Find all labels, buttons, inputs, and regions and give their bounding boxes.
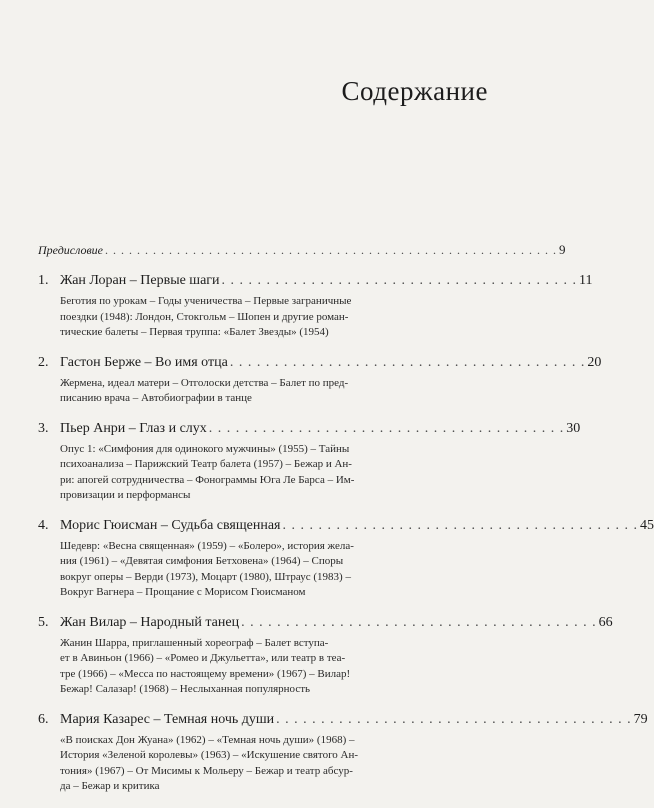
toc-chapter-4 xyxy=(38,517,654,601)
summary-line: Шедевр: «Весна священная» (1959) – «Болеро», история жела- xyxy=(60,539,354,552)
summary-line: Бежар! Салазар! (1968) – Неслыханная популярность xyxy=(60,683,311,695)
chapter-page: 45 xyxy=(640,517,654,533)
summary-line: ет в Авиньон (1966) – «Ромео и Джульетта», или театр в теа- xyxy=(60,652,346,664)
summary-line: да – Бежар и критика xyxy=(60,780,160,792)
summary-line: писанию врача – Автобиографии в танце xyxy=(60,392,252,404)
summary-line: Жанин Шарра, приглашенный хореограф – Балет вступа- xyxy=(60,636,329,649)
preface-page: 9 xyxy=(559,242,566,257)
chapter-summary xyxy=(60,539,396,601)
summary-line: ри: апогей сотрудничества – Фонограммы Юга Ле Барса – Им- xyxy=(60,473,355,486)
chapter-page: 79 xyxy=(633,711,648,727)
preface-label: Предисловие xyxy=(38,243,104,257)
chapter-number: 2. xyxy=(38,354,49,370)
chapter-page: 66 xyxy=(598,614,613,630)
chapter-title: Мария Казарес – Темная ночь души xyxy=(60,711,275,727)
toc-chapter-5 xyxy=(38,614,613,698)
summary-line: провизации и перформансы xyxy=(60,489,191,501)
chapter-page: 30 xyxy=(566,420,581,436)
chapter-number: 1. xyxy=(38,273,49,288)
table-of-contents xyxy=(38,242,654,808)
summary-line: тические балеты – Первая труппа: «Балет Звезды» (1954) xyxy=(60,326,329,338)
summary-line: История «Зеленой королевы» (1963) – «Искушение святого Ан- xyxy=(60,749,359,761)
chapter-number: 6. xyxy=(38,711,49,727)
toc-chapter-2 xyxy=(38,354,602,407)
dot-leader: . . . . . . . . . . . . . . . . . . . . . . . . . . . . . . . . . . . . . . . . xyxy=(241,614,597,630)
dot-leader: . . . . . . . . . . . . . . . . . . . . . . . . . . . . . . . . . . . . . . . . xyxy=(208,420,565,436)
chapter-title: Гастон Берже – Во имя отца xyxy=(60,354,228,370)
dot-leader: . . . . . . . . . . . . . . . . . . . . . . . . . . . . . . . . . . . . . . . . xyxy=(276,711,632,727)
chapter-number: 4. xyxy=(38,517,49,533)
summary-line: ния (1961) – «Девятая симфония Бетховена» (1964) – Споры xyxy=(60,555,344,567)
summary-line: психоанализа – Парижский Театр балета (1957) – Бежар и Ан- xyxy=(60,458,352,470)
dot-leader: . . . . . . . . . . . . . . . . . . . . . . . . . . . . . . . . . . . . . . . . xyxy=(229,354,586,370)
chapter-summary xyxy=(60,733,396,795)
dot-leader: . . . . . . . . . . . . . . . . . . . . . . . . . . . . . . . . . . . . . . . . xyxy=(221,273,578,288)
page-title: Содержание xyxy=(341,76,488,107)
summary-line: поездки (1948): Лондон, Стокгольм – Шопен и другие роман- xyxy=(60,310,349,323)
chapter-page: 11 xyxy=(579,273,593,288)
chapter-number: 5. xyxy=(38,614,49,630)
dot-leader: . . . . . . . . . . . . . . . . . . . . . . . . . . . . . . . . . . . . . . . . . . . . . . . . . . . . . . . . . xyxy=(105,243,558,257)
summary-line: тре (1966) – «Месса по настоящему времени» (1967) – Вилар! xyxy=(60,667,351,680)
chapter-summary xyxy=(60,294,396,341)
chapter-title: Морис Гюисман – Судьба священная xyxy=(60,517,281,533)
dot-leader: . . . . . . . . . . . . . . . . . . . . . . . . . . . . . . . . . . . . . . . . xyxy=(282,517,638,533)
toc-chapter-6 xyxy=(38,711,648,795)
chapter-number: 3. xyxy=(38,420,49,436)
toc-chapter-1 xyxy=(38,272,593,341)
summary-line: Опус 1: «Симфония для одинокого мужчины» (1955) – Тайны xyxy=(60,442,350,455)
summary-line: Беготия по урокам – Годы ученичества – Первые заграничные xyxy=(60,295,352,307)
chapter-title: Жан Лоран – Первые шаги xyxy=(60,273,220,288)
chapter-summary xyxy=(60,636,396,698)
chapter-title: Пьер Анри – Глаз и слух xyxy=(60,420,207,436)
chapter-summary xyxy=(60,442,396,504)
toc-chapter-3 xyxy=(38,420,581,504)
summary-line: «В поисках Дон Жуана» (1962) – «Темная ночь души» (1968) – xyxy=(60,733,355,746)
summary-line: Вокруг Вагнера – Прощание с Морисом Гюисманом xyxy=(60,586,306,598)
toc-preface-entry xyxy=(38,242,566,258)
chapter-summary xyxy=(60,376,396,407)
summary-line: вокруг оперы – Верди (1973), Моцарт (1980), Штраус (1983) – xyxy=(60,570,351,583)
chapter-title: Жан Вилар – Народный танец xyxy=(60,614,240,630)
summary-line: Жермена, идеал матери – Отголоски детства – Балет по пред- xyxy=(60,376,349,389)
summary-line: тония» (1967) – От Мисимы к Мольеру – Бежар и театр абсур- xyxy=(60,764,353,777)
chapter-page: 20 xyxy=(587,354,602,370)
